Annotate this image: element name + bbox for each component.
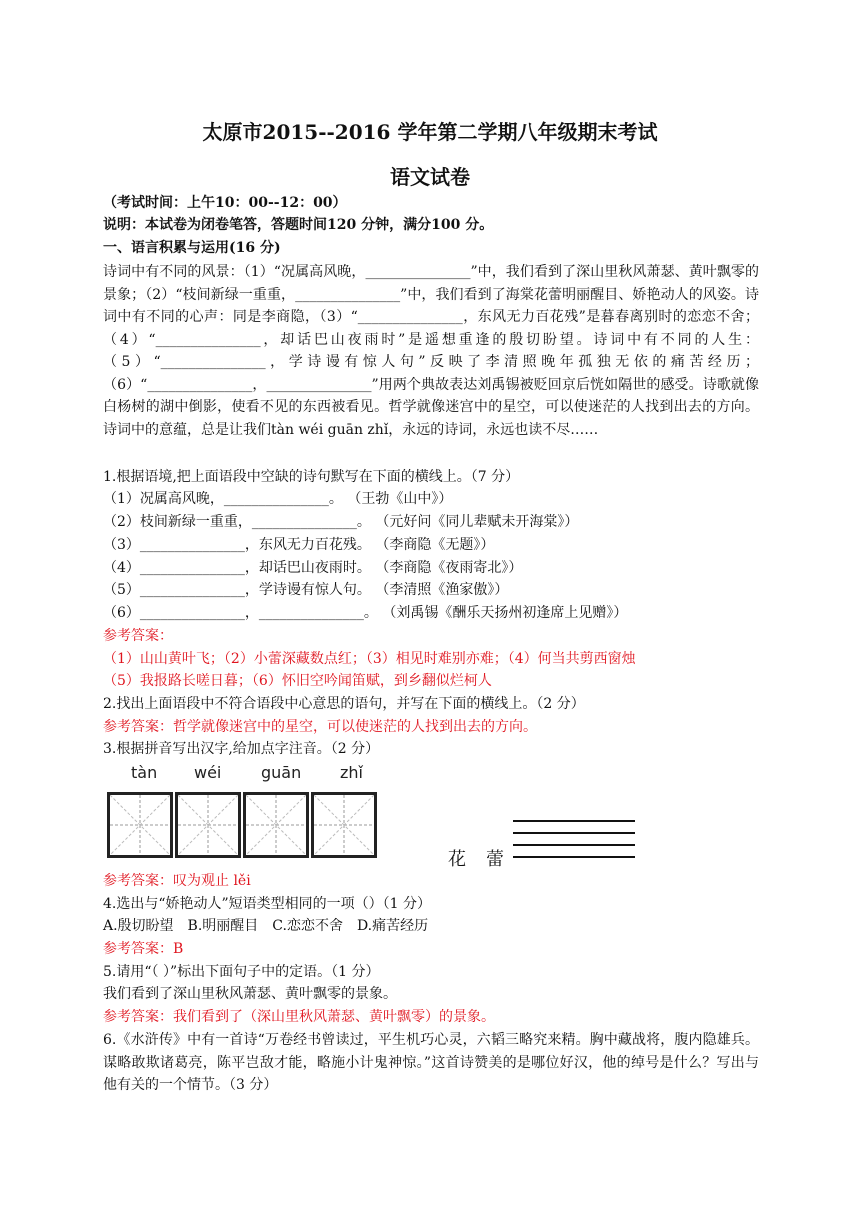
- grid-guide-lines: [314, 795, 374, 855]
- q4-answer: 参考答案：B: [103, 941, 184, 957]
- q1-item: （4）_______________，却话巴山夜雨时。 （李商隐《夜雨寄北》）: [103, 560, 523, 576]
- q1-answer-label: 参考答案：: [103, 628, 173, 644]
- pinyin-label: wéi: [194, 763, 222, 782]
- grid-guide-lines: [110, 795, 170, 855]
- q3-prompt: 3.根据拼音写出汉字,给加点字注音。（2 分）: [103, 741, 380, 757]
- q1-item: （6）_______________，_______________。 （刘禹锡《酬乐天扬州初逢席上见赠》）: [103, 605, 628, 621]
- q1-prompt: 1.根据语境,把上面语段中空缺的诗句默写在下面的横线上。（7 分）: [103, 469, 520, 485]
- q3-answer: 参考答案：叹为观止 lěi: [103, 873, 251, 889]
- q6-text: 6.《水浒传》中有一首诗“万卷经书曾读过，平生机巧心灵，六韬三略究来精。胸中藏战将，腹内隐雄兵。谋略敢欺诸葛亮，陈平岂敌才能，略施小计鬼神惊。”这首诗赞美的是哪位好汉，他的绰号是什么？写出与他有关的一个情节。（3 分）: [103, 1032, 759, 1093]
- q5-prompt: 5.请用“（ ）”标出下面句子中的定语。（1 分）: [103, 964, 380, 980]
- q1-answer: （1）山山黄叶飞；（2）小蕾深藏数点红；（3）相见时难别亦难；（4）何当共剪西窗烛: [103, 651, 636, 667]
- section-heading: 一、语言积累与运用(16 分): [103, 240, 281, 256]
- grid-guide-lines: [246, 795, 306, 855]
- exam-time: （考试时间：上午10：00--12：00）: [103, 195, 347, 211]
- answer-line: [513, 832, 635, 834]
- answer-line: [513, 856, 635, 858]
- pinyin-label: guān: [261, 763, 302, 782]
- q1-item: （5）_______________，学诗谩有惊人句。 （李清照《渔家傲》）: [103, 582, 509, 598]
- q1-item: （3）_______________，东风无力百花残。 （李商隐《无题》）: [103, 537, 495, 553]
- tianzige-cell[interactable]: [107, 792, 173, 858]
- q5-sentence: 我们看到了深山里秋风萧瑟、黄叶飘零的景象。: [103, 986, 397, 1002]
- instructions: 说明：本试卷为闭卷笔答，答题时间120 分钟，满分100 分。: [103, 217, 494, 233]
- pinyin-label: zhǐ: [340, 763, 363, 782]
- tianzige-cell[interactable]: [175, 792, 241, 858]
- q4-options: A.殷切盼望 B.明丽醒目 C.恋恋不舍 D.痛苦经历: [103, 918, 429, 934]
- answer-lines: [513, 820, 635, 860]
- q2-answer: 参考答案：哲学就像迷宫中的星空，可以使迷茫的人找到出去的方向。: [103, 719, 537, 735]
- page-subtitle: 语文试卷: [390, 165, 470, 189]
- page-title: 太原市2015--2016 学年第二学期八年级期末考试: [202, 120, 658, 144]
- writing-grid: [107, 792, 377, 858]
- q4-prompt: 4.选出与“娇艳动人”短语类型相同的一项（）（1 分）: [103, 896, 432, 912]
- tianzige-cell[interactable]: [243, 792, 309, 858]
- pinyin-label: tàn: [131, 763, 158, 782]
- q1-item: （1）况属高风晚，_______________。 （王勃《山中》）: [103, 491, 453, 507]
- q5-answer: 参考答案：我们看到了（深山里秋风萧瑟、黄叶飘零）的景象。: [103, 1009, 495, 1025]
- grid-guide-lines: [178, 795, 238, 855]
- q1-item: （2）枝间新绿一重重，_______________。 （元好问《同儿辈赋未开海棠》）: [103, 514, 579, 530]
- answer-line: [513, 820, 635, 822]
- answer-line: [513, 844, 635, 846]
- hua-character: 花: [448, 849, 466, 870]
- q1-answer: （5）我报路长嗟日暮；（6）怀旧空吟闻笛赋，到乡翻似烂柯人: [103, 673, 492, 689]
- lei-character: 蕾: [486, 849, 504, 870]
- passage: 诗词中有不同的风景：（1）“况属高风晚，_______________”中，我们看到了深山里秋风萧瑟、黄叶飘零的景象；（2）“枝间新绿一重重，_______________”中，我们看到了海棠花蕾明丽醒目、娇艳动人的风姿。诗词中有不同的心声：同是李商隐，（3）“_______________，东风无力百花残”是暮春离别时的恋恋不舍；（4）“_______________，却话巴山夜雨时”是遥想重逢的殷切盼望。诗词中有不同的人生：（5）“_______________，学诗谩有惊人句”反映了李清照晚年孤独无依的痛苦经历；（6）“_______________，_______________”用两个典故表达刘禹锡被贬回京后恍如隔世的感受。诗歌就像白杨树的湖中倒影，使看不见的东西被看见。哲学就像迷宫中的星空，可以使迷茫的人找到出去的方向。诗词中的意蕴，总是让我们tàn wéi guān zhǐ，永远的诗词，永远也读不尽……: [103, 264, 759, 438]
- q2-prompt: 2.找出上面语段中不符合语段中心意思的语句，并写在下面的横线上。（2 分）: [103, 696, 585, 712]
- tianzige-cell[interactable]: [311, 792, 377, 858]
